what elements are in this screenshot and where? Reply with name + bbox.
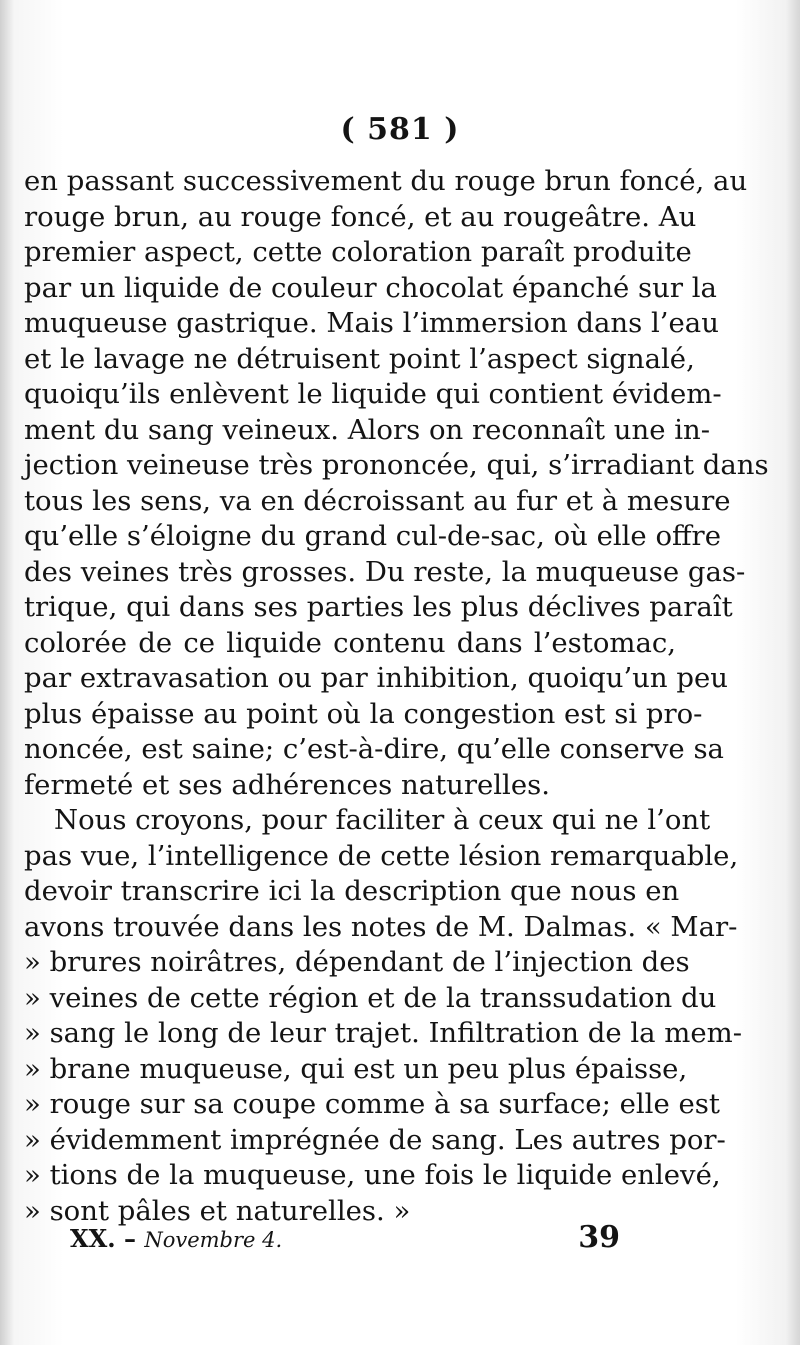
- text-line: quoiqu’ils enlèvent le liquide qui contient évidem-: [24, 378, 722, 410]
- page-number: ( 581 ): [340, 112, 460, 147]
- text-line: avons trouvée dans les notes de M. Dalmas. « Mar-: [24, 910, 738, 943]
- text-line: des veines très grosses. Du reste, la muqueuse gas-: [24, 555, 746, 588]
- quote-line: » évidemment imprégnée de sang. Les autres por-: [24, 1123, 726, 1156]
- paragraph-start-line: Nous croyons, pour faciliter à ceux qui ne l’ont: [54, 804, 711, 836]
- text-line: devoir transcrire ici la description que nous en: [24, 875, 680, 907]
- quote-line: » rouge sur sa coupe comme à sa surface; elle est: [24, 1088, 720, 1120]
- left-page-edge-shadow: [0, 0, 14, 1345]
- text-line: rouge brun, au rouge foncé, et au rougeâtre. Au: [24, 200, 697, 233]
- text-line: jection veineuse très prononcée, qui, s’irradiant dans: [24, 449, 769, 481]
- text-line: pas vue, l’intelligence de cette lésion remarquable,: [24, 839, 739, 872]
- text-line: muqueuse gastrique. Mais l’immersion dans l’eau: [24, 307, 719, 339]
- text-line: noncée, est saine; c’est-à-dire, qu’elle conserve sa: [24, 733, 724, 765]
- signature-mark: [70, 1224, 282, 1253]
- text-line: par un liquide de couleur chocolat épanché sur la: [24, 271, 717, 304]
- quote-line: » veines de cette région et de la transsudation du: [24, 981, 717, 1014]
- paragraph-end-line: fermeté et ses adhérences naturelles.: [24, 768, 550, 801]
- text-line: plus épaisse au point où la congestion est si pro-: [24, 697, 703, 730]
- text-line: tous les sens, va en décroissant au fur et à mesure: [24, 484, 731, 517]
- page-footer: [70, 1220, 680, 1264]
- folio-number: 39: [578, 1220, 620, 1255]
- text-line: trique, qui dans ses parties les plus déclives paraît: [24, 591, 733, 623]
- text-line: qu’elle s’éloigne du grand cul-de-sac, où elle offre: [24, 520, 721, 552]
- quote-line: » brane muqueuse, qui est un peu plus épaisse,: [24, 1052, 688, 1085]
- text-line: en passant successivement du rouge brun foncé, au: [24, 165, 748, 197]
- text-line: ment du sang veineux. Alors on reconnaît une in-: [24, 413, 711, 446]
- text-line: colorée de ce liquide contenu dans l’estomac,: [24, 626, 676, 659]
- text-line: premier aspect, cette coloration paraît produite: [24, 236, 692, 268]
- quote-end-line: » sont pâles et naturelles. »: [24, 1194, 411, 1227]
- text-line: et le lavage ne détruisent point l’aspect signalé,: [24, 342, 695, 375]
- volume-mark: XX. –: [70, 1224, 136, 1253]
- right-page-edge-shadow: [786, 0, 800, 1345]
- issue-date: Novembre 4.: [144, 1228, 283, 1252]
- quote-line: » sang le long de leur trajet. Infiltration de la mem-: [24, 1017, 742, 1049]
- text-line: par extravasation ou par inhibition, quoiqu’un peu: [24, 662, 728, 694]
- quote-line: » brures noirâtres, dépendant de l’injection des: [24, 946, 690, 978]
- body-text: [24, 164, 769, 1229]
- quote-line: » tions de la muqueuse, une fois le liquide enlevé,: [24, 1159, 721, 1191]
